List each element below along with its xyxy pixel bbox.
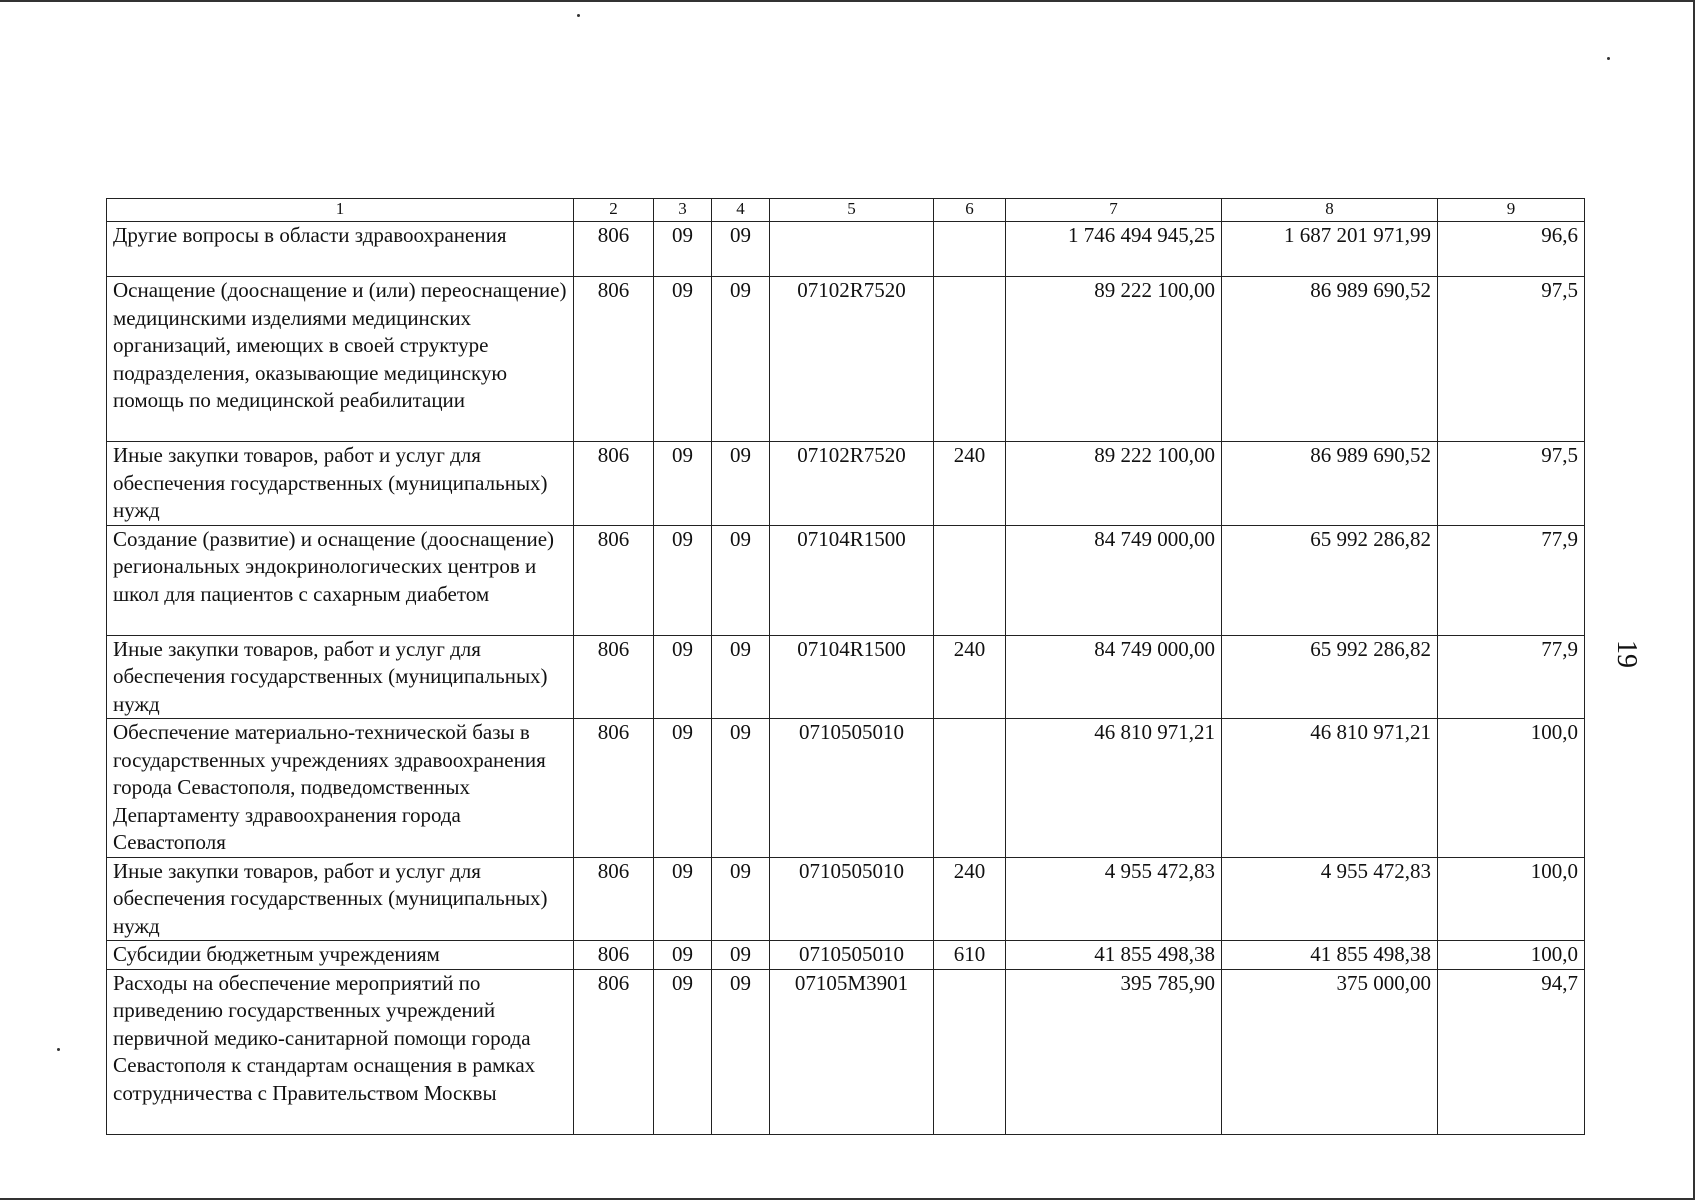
row-name: Обеспечение материально-технической базы в государственных учреждениях здравоохранения города Севастополя, подведомственных Департаменту здравоохранения города Севастополя [107,719,574,858]
cell-target-article [770,222,934,277]
cell-target-article: 07104R1500 [770,635,934,719]
cell-target-article: 0710505010 [770,857,934,941]
cell-expense-type: 240 [934,635,1006,719]
table-row [107,857,1585,941]
budget-table [106,198,1585,1135]
cell-planned: 4 955 472,83 [1006,857,1222,941]
row-name: Создание (развитие) и оснащение (дооснащение) региональных эндокринологических центров и школ для пациентов с сахарным диабетом [107,525,574,635]
cell-planned: 395 785,90 [1006,969,1222,1134]
row-name: Субсидии бюджетным учреждениям [107,941,574,970]
cell-subsection: 09 [712,222,770,277]
cell-percent: 77,9 [1438,525,1585,635]
column-header: 5 [770,199,934,222]
cell-expense-type [934,719,1006,858]
row-name: Иные закупки товаров, работ и услуг для обеспечения государственных (муниципальных) нужд [107,635,574,719]
table-row [107,719,1585,858]
cell-subsection: 09 [712,857,770,941]
cell-target-article: 0710505010 [770,941,934,970]
column-header: 4 [712,199,770,222]
cell-executed: 86 989 690,52 [1222,277,1438,442]
cell-percent: 100,0 [1438,941,1585,970]
table-row [107,969,1585,1134]
cell-percent: 100,0 [1438,719,1585,858]
cell-target-article: 07102R7520 [770,442,934,526]
column-header: 3 [654,199,712,222]
cell-target-article: 07104R1500 [770,525,934,635]
cell-code-ministry: 806 [574,442,654,526]
scan-speck [57,1048,60,1051]
page-number: 19 [1611,640,1642,668]
cell-subsection: 09 [712,719,770,858]
cell-expense-type: 240 [934,857,1006,941]
cell-executed: 1 687 201 971,99 [1222,222,1438,277]
cell-section: 09 [654,222,712,277]
row-name: Расходы на обеспечение мероприятий по приведению государственных учреждений первичной медико-санитарной помощи города Севастополя к стандартам оснащения в рамках сотрудничества с Правительством Москвы [107,969,574,1134]
cell-code-ministry: 806 [574,857,654,941]
cell-code-ministry: 806 [574,277,654,442]
cell-percent: 100,0 [1438,857,1585,941]
cell-section: 09 [654,525,712,635]
cell-expense-type: 240 [934,442,1006,526]
cell-planned: 89 222 100,00 [1006,442,1222,526]
cell-executed: 65 992 286,82 [1222,635,1438,719]
cell-section: 09 [654,635,712,719]
row-name: Другие вопросы в области здравоохранения [107,222,574,277]
cell-code-ministry: 806 [574,635,654,719]
cell-executed: 375 000,00 [1222,969,1438,1134]
table-header-row [107,199,1585,222]
cell-section: 09 [654,857,712,941]
column-header: 8 [1222,199,1438,222]
cell-subsection: 09 [712,635,770,719]
cell-section: 09 [654,941,712,970]
column-header: 9 [1438,199,1585,222]
row-name: Оснащение (дооснащение и (или) переоснащение) медицинскими изделиями медицинских организаций, имеющих в своей структуре подразделения, оказывающие медицинскую помощь по медицинской реабилитации [107,277,574,442]
cell-subsection: 09 [712,969,770,1134]
cell-expense-type [934,969,1006,1134]
column-header: 6 [934,199,1006,222]
cell-expense-type [934,277,1006,442]
cell-executed: 41 855 498,38 [1222,941,1438,970]
cell-code-ministry: 806 [574,941,654,970]
table-row [107,635,1585,719]
cell-expense-type [934,222,1006,277]
column-header: 7 [1006,199,1222,222]
cell-code-ministry: 806 [574,969,654,1134]
cell-planned: 84 749 000,00 [1006,635,1222,719]
cell-subsection: 09 [712,525,770,635]
table-row [107,277,1585,442]
cell-code-ministry: 806 [574,222,654,277]
cell-percent: 97,5 [1438,442,1585,526]
cell-target-article: 07102R7520 [770,277,934,442]
cell-expense-type: 610 [934,941,1006,970]
cell-target-article: 07105M3901 [770,969,934,1134]
cell-section: 09 [654,719,712,858]
cell-target-article: 0710505010 [770,719,934,858]
column-header: 2 [574,199,654,222]
cell-section: 09 [654,442,712,526]
cell-section: 09 [654,969,712,1134]
cell-executed: 46 810 971,21 [1222,719,1438,858]
cell-planned: 84 749 000,00 [1006,525,1222,635]
cell-subsection: 09 [712,941,770,970]
cell-planned: 41 855 498,38 [1006,941,1222,970]
cell-percent: 97,5 [1438,277,1585,442]
cell-planned: 1 746 494 945,25 [1006,222,1222,277]
scan-speck [1607,57,1610,60]
cell-percent: 96,6 [1438,222,1585,277]
row-name: Иные закупки товаров, работ и услуг для обеспечения государственных (муниципальных) нужд [107,857,574,941]
cell-code-ministry: 806 [574,719,654,858]
scan-speck [577,14,580,17]
cell-expense-type [934,525,1006,635]
cell-executed: 65 992 286,82 [1222,525,1438,635]
table-row [107,525,1585,635]
table-row [107,941,1585,970]
cell-percent: 94,7 [1438,969,1585,1134]
table-row [107,442,1585,526]
cell-planned: 89 222 100,00 [1006,277,1222,442]
row-name: Иные закупки товаров, работ и услуг для обеспечения государственных (муниципальных) нужд [107,442,574,526]
cell-subsection: 09 [712,277,770,442]
cell-executed: 86 989 690,52 [1222,442,1438,526]
cell-percent: 77,9 [1438,635,1585,719]
cell-section: 09 [654,277,712,442]
cell-planned: 46 810 971,21 [1006,719,1222,858]
cell-code-ministry: 806 [574,525,654,635]
table-row [107,222,1585,277]
column-header: 1 [107,199,574,222]
cell-subsection: 09 [712,442,770,526]
cell-executed: 4 955 472,83 [1222,857,1438,941]
